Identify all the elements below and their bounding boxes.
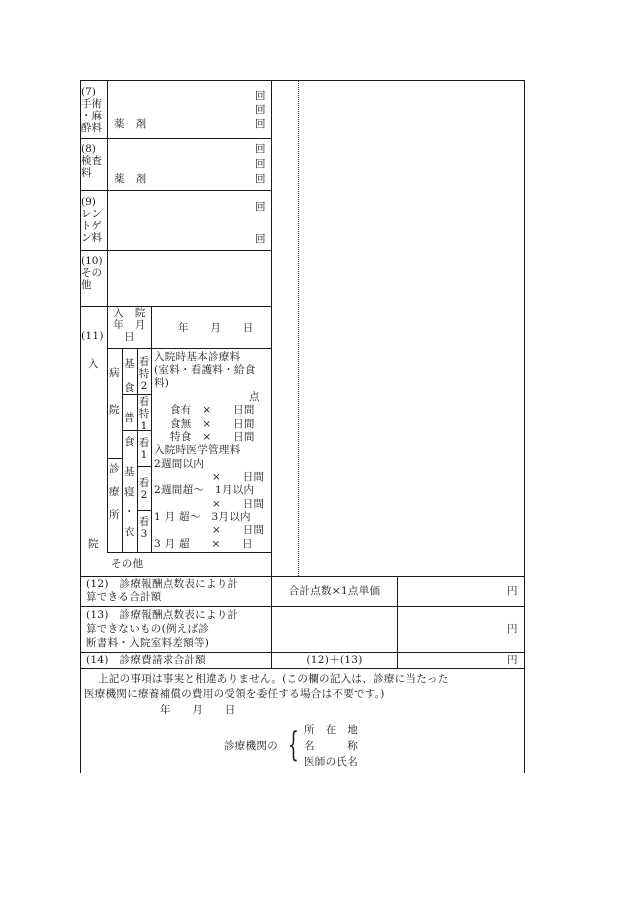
right-border [524, 80, 525, 773]
detail-14: 3 月 超 × 日 [154, 538, 253, 550]
row11-num: (11) [81, 330, 104, 342]
admission-date-format: 年 月 日 [178, 322, 254, 334]
row8-yakuzai: 薬 剤 [114, 173, 147, 185]
row9-kai-1: 回 [255, 201, 266, 213]
institution-label: 診療機関の [224, 740, 278, 752]
detail-0: 入院時基本診療料 [154, 351, 241, 363]
r11-sub-1 [122, 394, 152, 395]
detail-5: 食無 × 日間 [170, 418, 255, 430]
field-address: 所 在 地 [304, 724, 358, 736]
row7-kai-3: 回 [255, 118, 266, 130]
dotted-separator [298, 80, 299, 576]
fusho: 普 [124, 412, 135, 424]
row14-label: (14) 診療費請求合計額 [86, 654, 206, 666]
shinryojo-2: 療 [109, 486, 120, 498]
row-line-13-14 [80, 652, 525, 653]
field-doctor: 医師の氏名 [304, 756, 358, 768]
kishin-1: 基 [124, 466, 135, 478]
r11-sub-3 [107, 458, 122, 459]
field-name: 名 称 [304, 740, 358, 752]
row8-kai-1: 回 [255, 143, 266, 155]
detail-13: × 日間 [212, 524, 265, 536]
r11-line-admission [107, 348, 272, 349]
row14-yen: 円 [507, 654, 518, 666]
detail-6: 特食 × 日間 [170, 431, 255, 443]
shinryojo-1: 診 [109, 463, 120, 475]
row11-nyu: 入 [88, 358, 99, 370]
col-sep-12-yen [397, 576, 398, 668]
kishin-4: 衣 [124, 526, 135, 538]
row12-yen: 円 [507, 585, 518, 597]
row11-in: 院 [88, 538, 99, 550]
row-line-12-13 [80, 606, 525, 607]
row8-kai-3: 回 [255, 173, 266, 185]
detail-8: 2週間以内 [154, 458, 205, 470]
kan-1: 看1 [138, 437, 150, 461]
kishin-2: 寝 [124, 486, 135, 498]
detail-3: 点 [249, 391, 260, 403]
row7-kai-1: 回 [255, 90, 266, 102]
detail-7: 入院時医学管理料 [154, 444, 241, 456]
kishin-3: ・ [124, 506, 135, 518]
detail-10: 2週間超～ 1月以内 [154, 484, 255, 496]
byoin-1: 病 [109, 367, 120, 379]
r11-col-a [122, 348, 123, 552]
row12-mid: 合計点数×1点単価 [288, 585, 381, 597]
kan-toku1: 看特1 [138, 396, 150, 432]
detail-1: (室料・看護料・給食 [154, 364, 256, 376]
detail-11: × 日間 [212, 498, 265, 510]
detail-2: 料) [154, 377, 170, 389]
left-border [80, 80, 81, 773]
shinryojo-3: 所 [109, 509, 120, 521]
brace-icon: { [288, 725, 299, 765]
row9-label: (9) レン トゲ ン料 [81, 196, 102, 244]
row9-kai-2: 回 [255, 233, 266, 245]
r11-sub-6 [107, 552, 272, 553]
row-line-11-12 [80, 576, 525, 577]
shoku2: 食 [124, 436, 135, 448]
detail-4: 食有 × 日間 [170, 404, 255, 416]
row-line-9-10 [80, 250, 272, 251]
col-sep-main [271, 80, 272, 576]
row11-other: その他 [111, 558, 144, 570]
row12-label: (12) 診療報酬点数表により計 算できる合計額 [86, 578, 239, 603]
r11-col-c [151, 348, 152, 552]
row8-kai-2: 回 [255, 158, 266, 170]
row-line-14-end [80, 668, 525, 669]
declaration-line1: 上記の事項は事実と相違ありません。(この欄の記入は、診療に当たった [98, 673, 449, 685]
row14-mid: (12)＋(13) [306, 654, 363, 666]
kan-3: 看3 [138, 516, 150, 540]
row13-yen: 円 [507, 623, 518, 635]
detail-12: 1 月 超～ 3月以内 [154, 511, 251, 523]
top-border [80, 80, 525, 81]
row7-label: (7) 手術 ・麻 酔料 [81, 86, 102, 134]
row13-label: (13) 診療報酬点数表により計 算できないもの(例えば診 断書料・入院室料差額等) [86, 609, 239, 649]
r11-sub-4 [137, 466, 152, 467]
byoin-2: 院 [109, 404, 120, 416]
kishoku-1: 基 [124, 358, 135, 370]
declaration-date: 年 月 日 [160, 704, 236, 716]
row-line-7-8 [80, 138, 272, 139]
col-sep-label [107, 80, 108, 306]
r11-col-admission [151, 306, 152, 348]
row8-label: (8) 検査 料 [81, 143, 102, 179]
row7-yakuzai: 薬 剤 [114, 118, 147, 130]
row7-kai-2: 回 [255, 104, 266, 116]
declaration-line2: 医療機関に療養補償の費用の受領を委任する場合は不要です。) [84, 688, 385, 700]
r11-sub-5 [137, 510, 152, 511]
kishoku-2: 食 [124, 382, 135, 394]
kan-2: 看2 [138, 477, 150, 501]
detail-9: × 日間 [212, 471, 265, 483]
row-line-8-9 [80, 190, 272, 191]
row10-label: (10) その 他 [81, 255, 103, 291]
kan-toku2: 看特2 [138, 356, 150, 392]
admission-label: 入 院 年 月 日 [113, 307, 146, 343]
